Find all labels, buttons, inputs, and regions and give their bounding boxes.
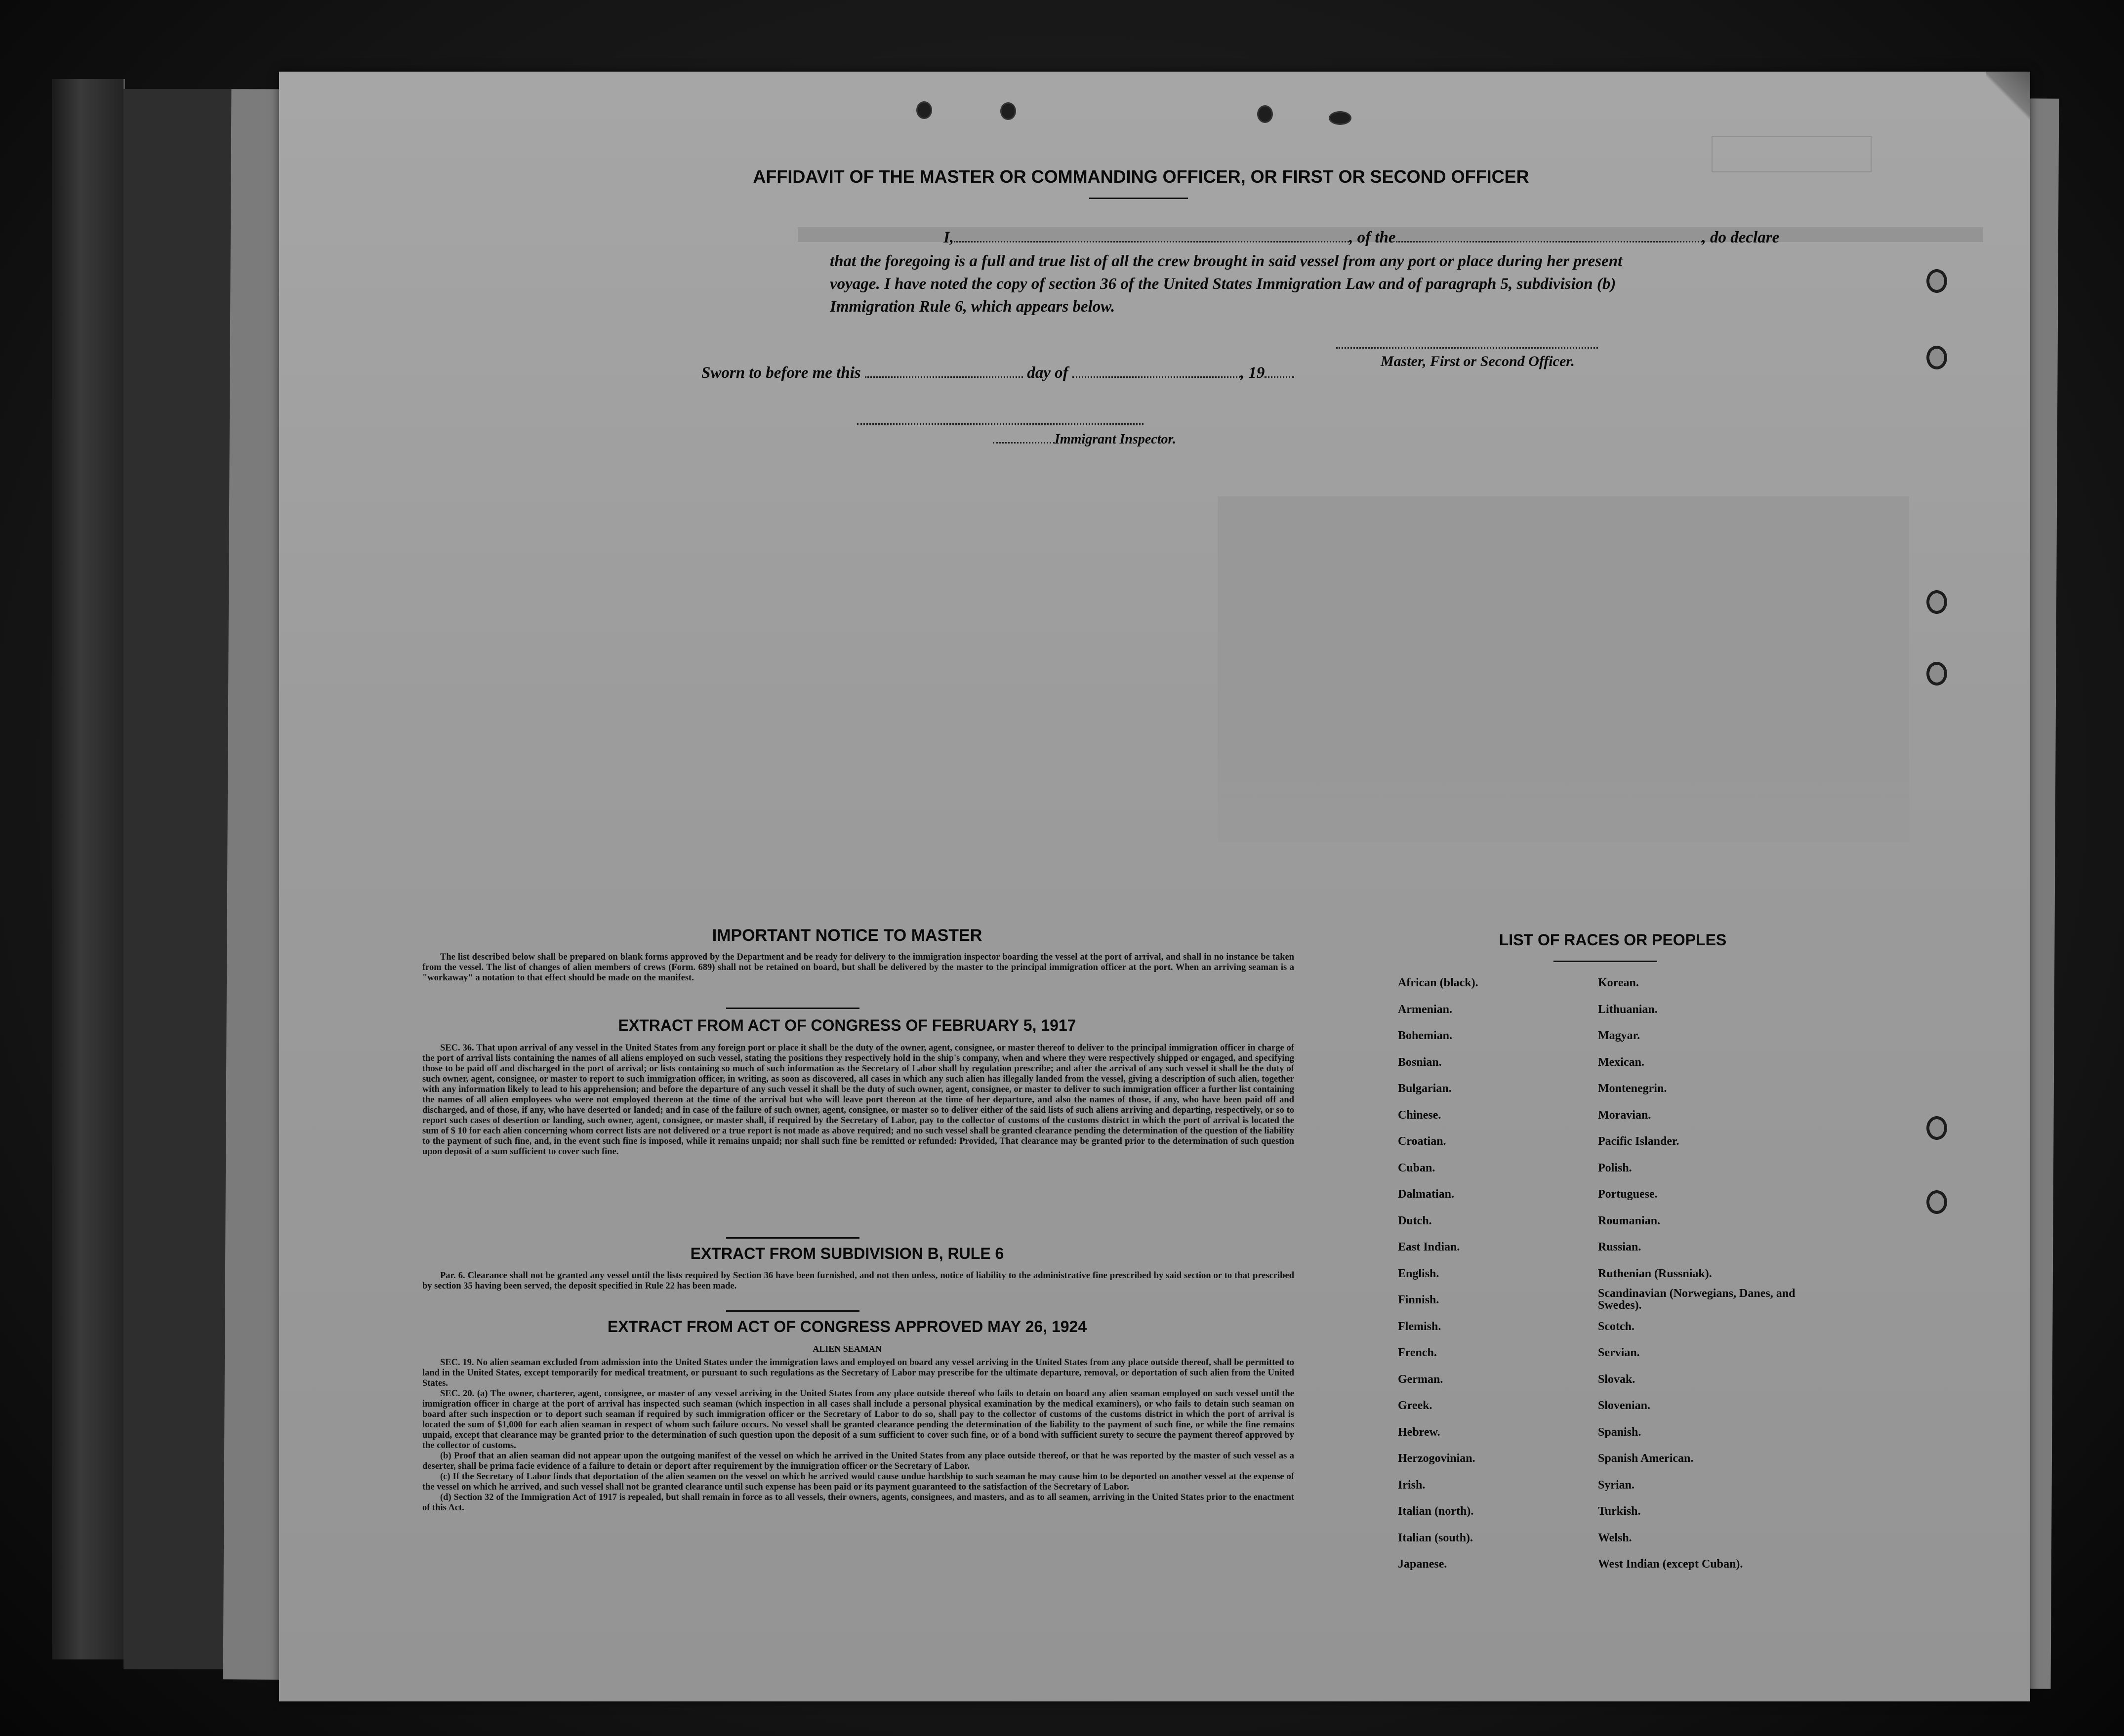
title-rule	[1089, 198, 1188, 199]
race-item: Greek.	[1398, 1399, 1432, 1412]
race-item: Scotch.	[1598, 1320, 1634, 1333]
race-item: Hebrew.	[1398, 1425, 1440, 1439]
extract-1917-paragraph: SEC. 36. That upon arrival of any vessel in the United States from any foreign port or place it shall be the duty of the owner, agent, consignee, or master thereof to deliver to the principal immigration officer in charge of the port of arrival lists containing the names of all aliens employed on such vessel, stating the positions they respectively hold in the ship's company, when and where they were respectively shipped or engaged, and specifying those to be paid off and discharged in the port of arrival; or lists containing so much of such information as the Secretary of Labor shall by regulation prescribe; and after the arrival of any such vessel it shall be the duty of such owner, agent, consignee, or master to report to such immigration officer, in writing, as soon as discovered, all cases in which any such alien has illegally landed from the vessel, giving a description of such alien, together with any information likely to lead to his apprehension; and before the departure of any such vessel it shall be the duty of such owner, agent, consignee, or master to deliver to such immigration officer a further list containing the names of all alien employees who were not employed thereon at the time of the arrival but who will leave port thereon at the time of her departure, and also the names of those, if any, who have been paid off and discharged, and of those, if any, who have deserted or landed; and in case of the failure of such owner, agent, consignee, or master so to deliver either of the said lists of such aliens arriving and departing, respectively, or so to report such cases of desertion or landing, such owner, agent, consignee, or master shall, if required by the Secretary of Labor, pay to the collector of customs of the customs district in which the port of arrival is located the sum of $ 10 for each alien concerning whom correct lists are not delivered or a true report is not made as above required; and no such vessel shall be granted clearance pending the determination of the question of the liability to the payment of such fine, and, in the event such fine is imposed, while it remains unpaid; nor shall such fine be remitted or refunded: Provided, That clearance may be granted prior to the determination of such question upon deposit of a sum sufficient to cover such fine.	[422, 1043, 1294, 1157]
race-item: Turkish.	[1598, 1505, 1641, 1518]
day-of-label: day of	[1027, 364, 1068, 382]
manifest-sheet	[279, 72, 2030, 1701]
race-item: Mexican.	[1598, 1055, 1644, 1069]
race-item: Dutch.	[1398, 1214, 1432, 1227]
race-item: Irish.	[1398, 1478, 1426, 1492]
sworn-line	[701, 364, 1294, 382]
race-item: Bohemian.	[1398, 1029, 1453, 1042]
binder-ring	[1926, 269, 1947, 293]
race-item: Polish.	[1598, 1161, 1632, 1174]
race-item: Spanish American.	[1598, 1452, 1694, 1465]
race-item: Slovenian.	[1598, 1399, 1651, 1412]
sworn-month-field[interactable]	[1072, 365, 1240, 378]
race-item: Bosnian.	[1398, 1055, 1442, 1069]
race-item: Japanese.	[1398, 1558, 1447, 1571]
race-item: Roumanian.	[1598, 1214, 1661, 1227]
race-item: Syrian.	[1598, 1478, 1635, 1492]
race-item: Armenian.	[1398, 1003, 1452, 1016]
binder-ring	[1926, 346, 1947, 369]
punch-hole	[1257, 105, 1273, 123]
affidavit-title: AFFIDAVIT OF THE MASTER OR COMMANDING OFFICER, OR FIRST OR SECOND OFFICER	[753, 166, 1529, 187]
extract-1924-title: EXTRACT FROM ACT OF CONGRESS APPROVED MAY 26, 1924	[607, 1318, 1087, 1335]
races-left-column	[1398, 976, 1586, 1668]
section-rule	[726, 1008, 859, 1009]
extract-rule6-title: EXTRACT FROM SUBDIVISION B, RULE 6	[690, 1245, 1004, 1262]
declarant-field[interactable]	[954, 230, 1349, 242]
year-label: , 19	[1240, 364, 1265, 382]
race-item: German.	[1398, 1373, 1443, 1386]
faint-stamp	[1712, 136, 1872, 172]
race-item: African (black).	[1398, 976, 1478, 989]
inspector-signature-field[interactable]	[857, 412, 1144, 425]
races-right-column	[1598, 976, 1825, 1668]
sec-20d-paragraph: (d) Section 32 of the Immigration Act of 1917 is repealed, but shall remain in force as to all vessels, their owners, agents, consignees, and masters, and as to all seamen, arriving in the United States prior to the enactment of this Act.	[422, 1493, 1294, 1513]
binder-ring	[1926, 590, 1947, 614]
notice-title: IMPORTANT NOTICE TO MASTER	[712, 926, 982, 945]
race-item: English.	[1398, 1267, 1439, 1280]
race-item: Spanish.	[1598, 1425, 1641, 1439]
sec-20a-paragraph: SEC. 20. (a) The owner, charterer, agent, consignee, or master of any vessel arriving in the United States from any place outside thereof who fails to detain on board any alien seaman employed on such vessel until the immigration officer in charge at the port of arrival has inspected such seaman (which inspection in all cases shall include a personal physical examination by the medical examiners), or who fails to detain such seaman on board after such inspection or to deport such seaman if required by such immigration officer or the Secretary of Labor to do so, shall pay to the collector of customs of the customs district in which the port of arrival is located the sum of $1,000 for each alien seaman in respect of whom such failure occurs. No vessel shall be granted clearance pending the determination of the liability to the payment of such fine, or while the fine remains unpaid, except that clearance may be granted prior to the determination of such question upon the deposit of a sum sufficient to cover such fine, or of a bond with sufficient surety to secure the payment thereof approved by the collector of customs.	[422, 1389, 1294, 1451]
race-item: Servian.	[1598, 1346, 1640, 1359]
punch-hole	[916, 101, 932, 119]
race-item: Dalmatian.	[1398, 1188, 1454, 1201]
extract-1924-subtitle: ALIEN SEAMAN	[813, 1344, 882, 1354]
race-item: French.	[1398, 1346, 1437, 1359]
sworn-label: Sworn to before me this	[701, 364, 861, 382]
race-item: Chinese.	[1398, 1108, 1441, 1122]
of-the-label: , of the	[1349, 229, 1396, 246]
affidavit-line-4: Immigration Rule 6, which appears below.	[830, 298, 1115, 316]
binder-ring	[1926, 662, 1947, 686]
race-item: Moravian.	[1598, 1108, 1651, 1122]
race-item: West Indian (except Cuban).	[1598, 1558, 1743, 1571]
race-item: Italian (south).	[1398, 1531, 1473, 1544]
races-title: LIST OF RACES OR PEOPLES	[1499, 931, 1727, 949]
race-item: Slovak.	[1598, 1373, 1635, 1386]
punch-hole	[1329, 111, 1351, 125]
extract-rule6-body	[422, 1271, 1294, 1292]
race-item: Ruthenian (Russniak).	[1598, 1267, 1712, 1280]
extract-rule6-paragraph: Par. 6. Clearance shall not be granted any vessel until the lists required by Section 36 have been furnished, and not then unless, notice of liability to the administrative fine prescribed by said section or to that prescribed by section 35 having been served, the deposit specified in Rule 22 has been made.	[422, 1271, 1294, 1291]
race-item: Bulgarian.	[1398, 1082, 1452, 1095]
punch-hole	[1000, 102, 1016, 120]
race-item: Cuban.	[1398, 1161, 1435, 1174]
race-item: Lithuanian.	[1598, 1003, 1658, 1016]
inspector-label: Immigrant Inspector.	[1055, 432, 1176, 447]
race-item: Russian.	[1598, 1241, 1641, 1253]
inspector-dots	[993, 431, 1055, 444]
declarant-label: I,	[943, 229, 954, 246]
bleed-through-shading-2	[1218, 496, 1909, 842]
sworn-day-field[interactable]	[865, 365, 1023, 378]
affidavit-line-1	[943, 229, 1779, 247]
race-item: Korean.	[1598, 976, 1639, 989]
race-item: Welsh.	[1598, 1531, 1632, 1544]
notice-body	[422, 952, 1294, 983]
binder-clip-strip	[52, 79, 125, 1659]
section-rule	[726, 1237, 859, 1239]
binder-ring	[1926, 1190, 1947, 1214]
sworn-year-field[interactable]	[1265, 365, 1294, 378]
race-item: East Indian.	[1398, 1241, 1460, 1253]
master-signature-field[interactable]	[1336, 336, 1598, 349]
race-item: Montenegrin.	[1598, 1082, 1667, 1095]
sec-20c-paragraph: (c) If the Secretary of Labor finds that deportation of the alien seamen on the vessel on which he arrived would cause undue hardship to such seaman he may cause him to be deported on another vessel at the expense of the vessel on which he arrived, and such vessel shall not be granted clearance until such expense has been paid or its payment guaranteed to the satisfaction of the Secretary of Labor.	[422, 1472, 1294, 1492]
extract-1924-body	[422, 1358, 1294, 1513]
affidavit-line-2: that the foregoing is a full and true list of all the crew brought in said vessel from any port or place during her present	[830, 252, 1623, 270]
race-item: Magyar.	[1598, 1029, 1640, 1042]
binder-ring	[1926, 1116, 1947, 1140]
vessel-field[interactable]	[1396, 230, 1702, 242]
race-item: Scandinavian (Norwegians, Danes, and Swedes).	[1598, 1287, 1796, 1312]
race-item: Portuguese.	[1598, 1188, 1658, 1201]
race-item: Pacific Islander.	[1598, 1135, 1679, 1148]
race-item: Finnish.	[1398, 1293, 1439, 1306]
extract-1917-body	[422, 1043, 1294, 1157]
corner-curl	[1986, 72, 2030, 126]
section-rule	[726, 1310, 859, 1312]
race-item: Italian (north).	[1398, 1505, 1474, 1518]
sec-19-paragraph: SEC. 19. No alien seaman excluded from admission into the United States under the immigration laws and employed on board any vessel arriving in the United States from any place outside thereof, shall be permitted to land in the United States, except temporarily for medical treatment, or pursuant to such regulations as the Secretary of Labor may prescribe for the ultimate departure, removal, or deportation of such alien from the United States.	[422, 1358, 1294, 1388]
affidavit-line-3: voyage. I have noted the copy of section 36 of the United States Immigration Law and of paragraph 5, subdivision (b)	[830, 275, 1616, 293]
race-item: Flemish.	[1398, 1320, 1441, 1333]
races-rule	[1553, 961, 1657, 962]
race-item: Herzogovinian.	[1398, 1452, 1475, 1465]
sec-20b-paragraph: (b) Proof that an alien seaman did not appear upon the outgoing manifest of the vessel on which he arrived in the United States from any place outside thereof, or that he was reported by the master of such vessel as a deserter, shall be prima facie evidence of a failure to detain or deport after requirement by the immigration officer or the Secretary of Labor.	[422, 1451, 1294, 1471]
master-signature-label: Master, First or Second Officer.	[1381, 353, 1575, 369]
extract-1917-title: EXTRACT FROM ACT OF CONGRESS OF FEBRUARY 5, 1917	[618, 1016, 1076, 1034]
notice-paragraph: The list described below shall be prepared on blank forms approved by the Department and be ready for delivery to the immigration inspector boarding the vessel at the port of arrival, and shall in no instance be taken from the vessel. The list of changes of alien members of crews (Form. 689) shall not be retained on board, but shall be delivered by the master to the principal immigration officer at the port. When an arriving seaman is a "workaway" a notation to that effect should be made on the manifest.	[422, 952, 1294, 983]
race-item: Croatian.	[1398, 1135, 1446, 1148]
inspector-line	[993, 431, 1176, 447]
declare-label: , do declare	[1702, 229, 1780, 246]
